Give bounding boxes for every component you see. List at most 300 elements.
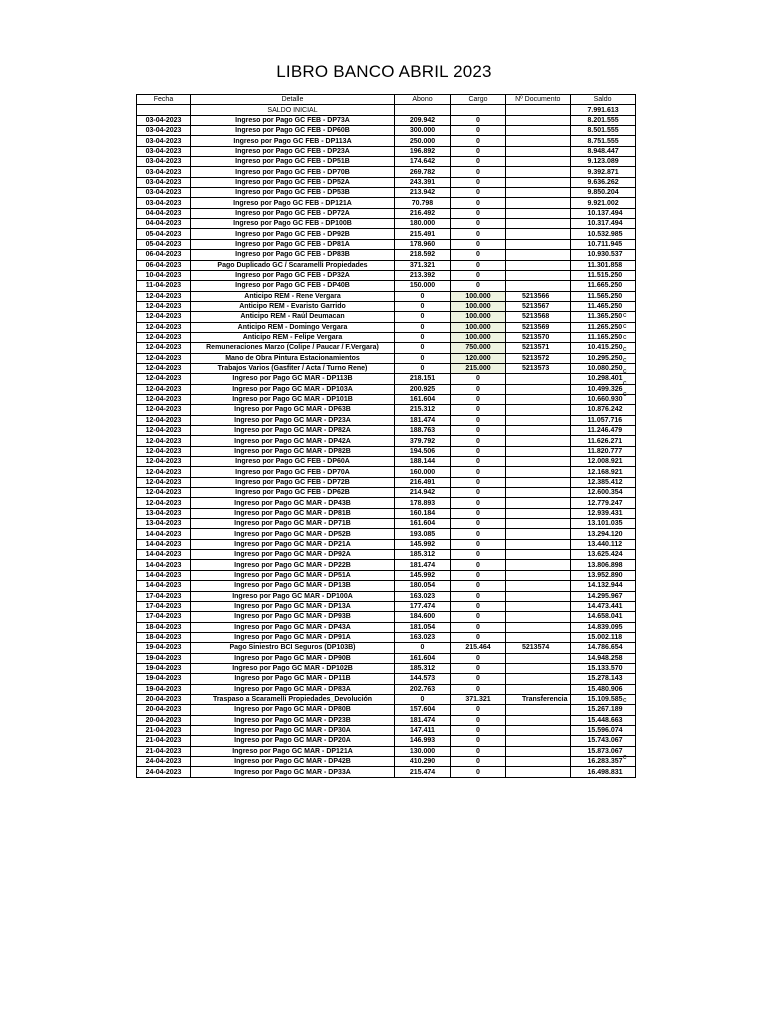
cell-detalle: Anticipo REM - Evaristo Garrido [191,301,395,311]
cell-abono: 200.925 [395,384,451,394]
table-row [137,622,636,632]
cell-abono: 218.151 [395,374,451,384]
row-mark [623,570,635,581]
row-mark [623,820,635,831]
cell-fecha: 17-04-2023 [137,591,191,601]
cell-detalle: Ingreso por Pago GC MAR - DP100A [191,591,395,601]
row-mark [623,673,635,684]
cell-documento [506,415,571,425]
row-mark: c [623,753,627,761]
table-row [137,736,636,746]
table-row [137,301,636,311]
row-mark: c [623,322,627,330]
cell-documento [506,498,571,508]
cell-saldo: 15.133.570 [570,663,635,673]
table-row [137,705,636,715]
cell-abono: 161.604 [395,519,451,529]
cell-fecha: 10-04-2023 [137,270,191,280]
cell-documento [506,632,571,642]
mark-spacer [623,94,635,105]
cell-saldo: 8.201.555 [570,115,635,125]
table-row [137,694,636,704]
cell-documento: 5213572 [506,353,571,363]
cell-cargo: 0 [451,684,506,694]
cell-cargo: 100.000 [451,322,506,332]
table-row [137,632,636,642]
cell-detalle: Ingreso por Pago GC FEB - DP72A [191,208,395,218]
cell-detalle: Ingreso por Pago GC MAR - DP90B [191,653,395,663]
cell-detalle: Ingreso por Pago GC MAR - DP82B [191,446,395,456]
table-row [137,270,636,280]
cell-abono: 181.474 [395,415,451,425]
cell-documento [506,477,571,487]
cell-cargo: 0 [451,260,506,270]
cell-fecha: 03-04-2023 [137,157,191,167]
row-mark [623,616,635,627]
cell-fecha: 06-04-2023 [137,250,191,260]
cell-documento [506,705,571,715]
cell-documento [506,725,571,735]
table-row [137,250,636,260]
cell-saldo: 15.596.074 [570,725,635,735]
cell-documento [506,250,571,260]
table-row [137,291,636,301]
table-row [137,612,636,622]
cell-abono: 213.942 [395,188,451,198]
row-mark: c [623,379,627,387]
cell-fecha: 13-04-2023 [137,519,191,529]
cell-abono: 177.474 [395,601,451,611]
table-row [137,177,636,187]
cell-documento [506,384,571,394]
cell-saldo: 12.779.247 [570,498,635,508]
cell-documento [506,394,571,404]
cell-cargo: 0 [451,736,506,746]
cell-documento [506,219,571,229]
table-row [137,570,636,580]
cell-saldo: 10.660.930 [570,394,635,404]
cell-detalle: Mano de Obra Pintura Estacionamientos [191,353,395,363]
table-row [137,208,636,218]
cell-detalle: Ingreso por Pago GC MAR - DP82A [191,426,395,436]
cell-fecha: 18-04-2023 [137,632,191,642]
cell-cargo: 0 [451,426,506,436]
cell-fecha: 06-04-2023 [137,260,191,270]
cell-cargo: 0 [451,115,506,125]
row-mark: c [623,368,627,376]
cell-detalle: Ingreso por Pago GC MAR - DP23B [191,715,395,725]
cell-abono: 196.892 [395,146,451,156]
table-row [137,188,636,198]
cell-fecha: 03-04-2023 [137,115,191,125]
table-row [137,426,636,436]
table-row [137,363,636,373]
cell-cargo: 0 [451,415,506,425]
cell-detalle: Ingreso por Pago GC MAR - DP30A [191,725,395,735]
table-row [137,529,636,539]
cell-fecha: 12-04-2023 [137,405,191,415]
table-row [137,415,636,425]
cell-fecha: 12-04-2023 [137,498,191,508]
cell-saldo: 15.002.118 [570,632,635,642]
cell-saldo: 15.109.585 [570,694,635,704]
row-mark [623,809,635,820]
cell-detalle: Ingreso por Pago GC FEB - DP81A [191,239,395,249]
table-row [137,757,636,767]
cell-cargo: 0 [451,529,506,539]
cell-detalle: Ingreso por Pago GC FEB - DP60B [191,126,395,136]
cell-saldo: 8.948.447 [570,146,635,156]
row-mark [623,650,635,661]
cell-documento: 5213573 [506,363,571,373]
cell-fecha: 12-04-2023 [137,394,191,404]
cell-cargo: 0 [451,239,506,249]
cell-cargo: 0 [451,498,506,508]
cell-abono: 160.184 [395,508,451,518]
cell-saldo: 10.137.494 [570,208,635,218]
row-mark [623,741,635,752]
table-row [137,498,636,508]
cell-documento [506,105,571,115]
cell-documento [506,167,571,177]
cell-fecha: 12-04-2023 [137,457,191,467]
cell-saldo: 9.123.089 [570,157,635,167]
table-row [137,539,636,549]
cell-detalle: Ingreso por Pago GC FEB - DP51B [191,157,395,167]
cell-abono: 269.782 [395,167,451,177]
cell-cargo: 0 [451,477,506,487]
table-row [137,126,636,136]
cell-abono: 184.600 [395,612,451,622]
cell-cargo: 0 [451,457,506,467]
cell-saldo: 11.515.250 [570,270,635,280]
cell-abono: 218.592 [395,250,451,260]
cell-fecha: 14-04-2023 [137,539,191,549]
cell-saldo: 13.806.898 [570,560,635,570]
row-mark: c [623,697,627,705]
cell-detalle: Ingreso por Pago GC MAR - DP33A [191,767,395,777]
table-row [137,446,636,456]
cell-detalle: Ingreso por Pago GC FEB - DP60A [191,457,395,467]
table-row [137,436,636,446]
cell-fecha: 12-04-2023 [137,426,191,436]
cell-abono: 0 [395,363,451,373]
row-mark [623,627,635,638]
cell-cargo: 0 [451,725,506,735]
cell-detalle: Ingreso por Pago GC FEB - DP100B [191,219,395,229]
cell-cargo: 100.000 [451,332,506,342]
table-row [137,384,636,394]
cell-cargo: 0 [451,705,506,715]
cell-documento [506,446,571,456]
cell-detalle: Ingreso por Pago GC MAR - DP93B [191,612,395,622]
table-row [137,725,636,735]
cell-saldo: 10.711.945 [570,239,635,249]
cell-detalle: Ingreso por Pago GC FEB - DP70A [191,467,395,477]
cell-documento: 5213571 [506,343,571,353]
cell-documento: Transferencia [506,694,571,704]
cell-cargo: 0 [451,208,506,218]
cell-fecha: 12-04-2023 [137,312,191,322]
cell-detalle: Ingreso por Pago GC MAR - DP13B [191,581,395,591]
cell-detalle: Ingreso por Pago GC FEB - DP72B [191,477,395,487]
cell-fecha: 19-04-2023 [137,663,191,673]
cell-abono: 194.506 [395,446,451,456]
cell-abono: 410.290 [395,757,451,767]
cell-documento [506,239,571,249]
cell-fecha [137,105,191,115]
cell-abono [395,105,451,115]
table-row [137,601,636,611]
cell-detalle: Ingreso por Pago GC FEB - DP70B [191,167,395,177]
cell-detalle: Ingreso por Pago GC MAR - DP103A [191,384,395,394]
cell-detalle: Pago Siniestro BCI Seguros (DP103B) [191,643,395,653]
cell-cargo: 0 [451,550,506,560]
table-row [137,477,636,487]
header-fecha: Fecha [137,95,191,105]
row-mark [623,219,635,230]
cell-cargo: 0 [451,715,506,725]
cell-detalle: Ingreso por Pago GC FEB - DP73A [191,115,395,125]
cell-cargo: 215.464 [451,643,506,653]
ledger-table [136,94,636,778]
cell-detalle: Ingreso por Pago GC MAR - DP42B [191,757,395,767]
cell-saldo: 11.301.858 [570,260,635,270]
cell-cargo: 0 [451,560,506,570]
cell-saldo: 13.625.424 [570,550,635,560]
cell-abono: 163.023 [395,591,451,601]
cell-documento: 5213567 [506,301,571,311]
cell-documento [506,601,571,611]
cell-cargo: 0 [451,136,506,146]
cell-abono: 144.573 [395,674,451,684]
cell-documento [506,374,571,384]
cell-documento [506,684,571,694]
cell-fecha: 03-04-2023 [137,136,191,146]
cell-detalle: Ingreso por Pago GC FEB - DP32A [191,270,395,280]
table-row [137,508,636,518]
cell-documento [506,581,571,591]
cell-abono: 150.000 [395,281,451,291]
cell-fecha: 12-04-2023 [137,488,191,498]
row-mark [623,718,635,729]
cell-abono: 0 [395,312,451,322]
cell-detalle: Ingreso por Pago GC MAR - DP20A [191,736,395,746]
cell-fecha: 12-04-2023 [137,384,191,394]
cell-abono: 193.085 [395,529,451,539]
cell-abono: 214.942 [395,488,451,498]
cell-saldo: 10.499.326 [570,384,635,394]
row-mark [623,241,635,252]
cell-detalle: Ingreso por Pago GC MAR - DP113B [191,374,395,384]
cell-cargo: 0 [451,570,506,580]
row-mark [623,400,635,411]
table-row [137,157,636,167]
row-mark [623,434,635,445]
cell-abono: 215.474 [395,767,451,777]
cell-documento [506,115,571,125]
cell-detalle: Ingreso por Pago GC MAR - DP71B [191,519,395,529]
cell-cargo: 0 [451,219,506,229]
table-row [137,312,636,322]
cell-cargo: 371.321 [451,694,506,704]
cell-cargo [451,105,506,115]
cell-cargo: 0 [451,581,506,591]
cell-cargo: 0 [451,446,506,456]
cell-detalle: Anticipo REM - Felipe Vergara [191,332,395,342]
cell-cargo: 215.000 [451,363,506,373]
table-row [137,746,636,756]
row-mark [623,707,635,718]
row-mark [623,604,635,615]
cell-documento [506,436,571,446]
cell-documento [506,519,571,529]
cell-saldo: 14.839.095 [570,622,635,632]
cell-abono: 0 [395,291,451,301]
row-mark [623,253,635,264]
cell-documento [506,208,571,218]
cell-documento [506,653,571,663]
cell-fecha: 03-04-2023 [137,177,191,187]
cell-abono: 157.604 [395,705,451,715]
cell-saldo: 11.626.271 [570,436,635,446]
cell-saldo: 14.948.258 [570,653,635,663]
header-abono: Abono [395,95,451,105]
cell-documento [506,508,571,518]
cell-documento [506,736,571,746]
header-documento: Nº Documento [506,95,571,105]
row-mark [623,162,635,173]
cell-abono: 0 [395,643,451,653]
cell-documento [506,126,571,136]
cell-fecha: 05-04-2023 [137,239,191,249]
cell-saldo: 11.665.250 [570,281,635,291]
cell-detalle: Ingreso por Pago GC MAR - DP91A [191,632,395,642]
table-row [137,715,636,725]
cell-cargo: 0 [451,746,506,756]
cell-saldo: 11.246.479 [570,426,635,436]
cell-saldo: 15.448.663 [570,715,635,725]
cell-abono: 202.763 [395,684,451,694]
cell-detalle: Ingreso por Pago GC FEB - DP53B [191,188,395,198]
row-mark [623,128,635,139]
cell-abono: 180.000 [395,219,451,229]
row-mark [623,276,635,287]
cell-cargo: 0 [451,539,506,549]
cell-documento [506,188,571,198]
cell-fecha: 17-04-2023 [137,612,191,622]
cell-cargo: 0 [451,612,506,622]
cell-fecha: 21-04-2023 [137,746,191,756]
table-row [137,136,636,146]
cell-documento [506,270,571,280]
table-row [137,115,636,125]
cell-fecha: 11-04-2023 [137,281,191,291]
row-mark [623,797,635,808]
cell-fecha: 20-04-2023 [137,705,191,715]
row-mark [623,639,635,650]
cell-cargo: 0 [451,405,506,415]
cell-saldo: 13.101.035 [570,519,635,529]
table-row [137,394,636,404]
cell-abono: 145.992 [395,539,451,549]
cell-cargo: 100.000 [451,301,506,311]
cell-detalle: Anticipo REM - Rene Vergara [191,291,395,301]
cell-cargo: 0 [451,467,506,477]
cell-abono: 0 [395,332,451,342]
row-mark [623,514,635,525]
cell-abono: 160.000 [395,467,451,477]
cell-fecha: 21-04-2023 [137,725,191,735]
cell-cargo: 750.000 [451,343,506,353]
cell-abono: 178.893 [395,498,451,508]
cell-saldo: 15.873.067 [570,746,635,756]
row-mark [623,468,635,479]
row-mark [623,684,635,695]
table-row [137,591,636,601]
cell-detalle: Ingreso por Pago GC FEB - DP83B [191,250,395,260]
row-mark [623,763,635,774]
cell-detalle: Ingreso por Pago GC MAR - DP80B [191,705,395,715]
cell-abono: 0 [395,322,451,332]
cell-saldo: 16.283.357 [570,757,635,767]
cell-documento [506,560,571,570]
row-mark [623,196,635,207]
table-row [137,519,636,529]
table-row [137,332,636,342]
cell-cargo: 0 [451,374,506,384]
cell-documento [506,177,571,187]
cell-fecha: 19-04-2023 [137,684,191,694]
table-row [137,281,636,291]
cell-fecha: 12-04-2023 [137,343,191,353]
table-row [137,467,636,477]
cell-abono: 188.144 [395,457,451,467]
cell-fecha: 12-04-2023 [137,415,191,425]
cell-documento [506,405,571,415]
header-detalle: Detalle [191,95,395,105]
row-mark [623,491,635,502]
cell-detalle: Ingreso por Pago GC MAR - DP43A [191,622,395,632]
cell-cargo: 0 [451,394,506,404]
cell-documento [506,457,571,467]
row-mark: c [623,334,627,342]
table-row [137,653,636,663]
cell-documento [506,767,571,777]
cell-cargo: 0 [451,270,506,280]
cell-detalle: Anticipo REM - Raúl Deumacan [191,312,395,322]
cell-cargo: 0 [451,126,506,136]
cell-cargo: 0 [451,488,506,498]
cell-documento [506,663,571,673]
cell-saldo: 11.057.716 [570,415,635,425]
cell-saldo: 13.952.890 [570,570,635,580]
document-title: LIBRO BANCO ABRIL 2023 [276,62,492,81]
cell-saldo: 11.165.250 [570,332,635,342]
cell-detalle: Pago Duplicado GC / Scaramelli Propiedades [191,260,395,270]
row-mark [623,207,635,218]
cell-documento [506,426,571,436]
cell-documento [506,157,571,167]
table-row [137,488,636,498]
cell-abono: 178.960 [395,239,451,249]
cell-cargo: 100.000 [451,291,506,301]
row-mark [623,559,635,570]
row-mark [623,412,635,423]
cell-documento [506,570,571,580]
cell-abono: 174.642 [395,157,451,167]
cell-cargo: 0 [451,167,506,177]
